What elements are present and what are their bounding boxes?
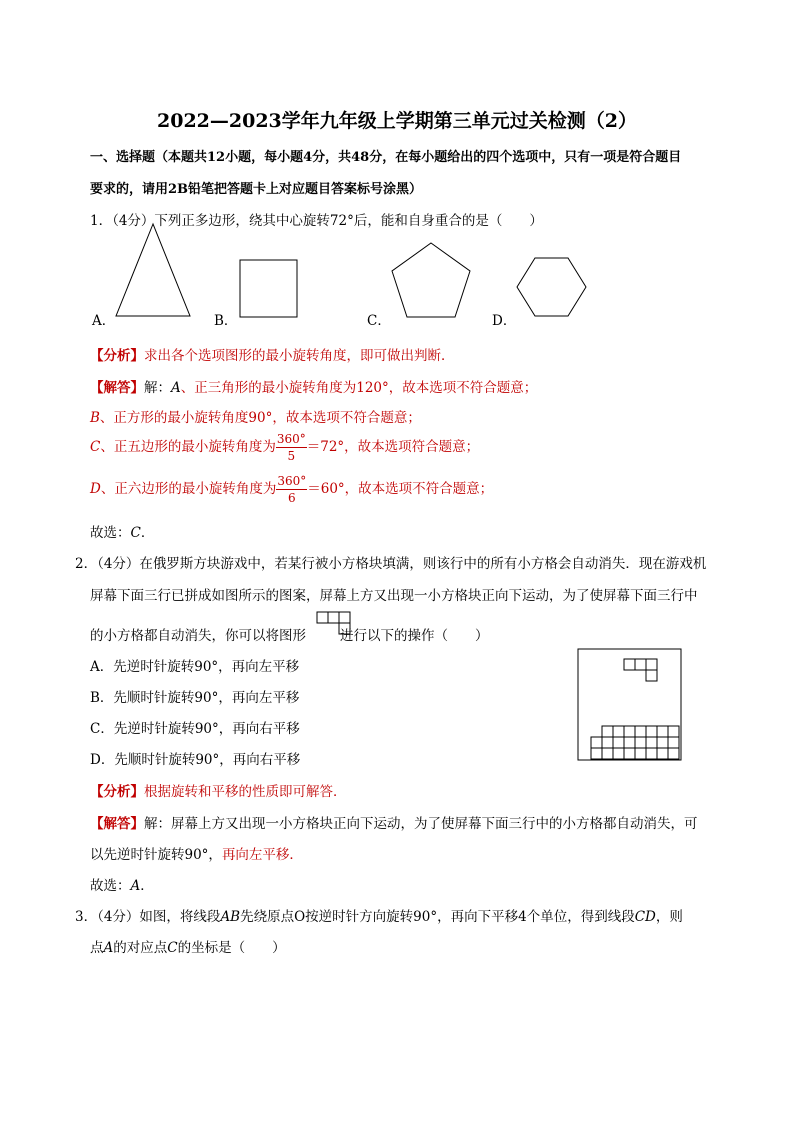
q2-stem-line-2: 屏幕下面三行已拼成如图所示的图案，屏幕上方又出现一小方格块正向下运动，为了使屏幕下面三行中 bbox=[90, 588, 698, 604]
q2-stem-line-3-pre: 的小方格都自动消失，你可以将图形 bbox=[90, 628, 306, 644]
q3-stem-line-1 bbox=[75, 905, 683, 925]
q2-option-c[interactable]: C．先逆时针旋转90°，再向右平移 bbox=[90, 721, 300, 737]
q2-option-b[interactable]: B．先顺时针旋转90°，再向左平移 bbox=[90, 690, 300, 706]
grid-cell bbox=[613, 737, 624, 748]
grid-cell bbox=[635, 726, 646, 737]
answer-d-post: ＝60°，故本选项不符合题意； bbox=[307, 481, 494, 497]
q2-stem-line-3-post: 进行以下的操作（ ） bbox=[340, 628, 489, 644]
fraction-denominator: 5 bbox=[287, 449, 296, 463]
answer-lead: 解： bbox=[144, 380, 171, 396]
fraction-numerator: 360° bbox=[276, 432, 306, 446]
letter-d: D bbox=[90, 481, 101, 497]
grid-cell bbox=[613, 726, 624, 737]
q2-stem-line-1: 2．（4分）在俄罗斯方块游戏中，若某行被小方格块填满，则该行中的所有小方格会自动消失．现在游戏机 bbox=[75, 556, 707, 572]
answer-c-pre: 、正五边形的最小旋转角度为 bbox=[100, 439, 276, 455]
section-header-line-2: 要求的，请用2B铅笔把答题卡上对应题目答案标号涂黑） bbox=[90, 182, 423, 197]
q3-text-a: 3．（4分）如图，将线段 bbox=[75, 909, 221, 925]
q2-answer-line-1 bbox=[90, 812, 698, 832]
analysis-text: 求出各个选项图形的最小旋转角度，即可做出判断． bbox=[144, 348, 455, 364]
q3-text-d: 点 bbox=[90, 940, 104, 956]
answer-tag: 【解答】 bbox=[90, 816, 144, 832]
grid-cell bbox=[624, 726, 635, 737]
letter-b: B bbox=[90, 410, 100, 426]
q1-option-b[interactable]: B． bbox=[214, 313, 238, 329]
answer-text-1: 解：屏幕上方又出现一小方格块正向下运动，为了使屏幕下面三行中的小方格都自动消失，可 bbox=[144, 816, 698, 832]
grid-cell bbox=[668, 737, 679, 748]
grid-cell bbox=[602, 737, 613, 748]
answer-text-2: 以先逆时针旋转90°， bbox=[90, 847, 222, 863]
grid-cell bbox=[635, 737, 646, 748]
q3-text-b: 先绕原点O按逆时针方向旋转90°，再向下平移4个单位，得到线段 bbox=[240, 909, 635, 925]
grid-cell bbox=[668, 748, 679, 759]
answer-b-text: 、正方形的最小旋转角度90°，故本选项不符合题意； bbox=[99, 410, 421, 426]
answer-text-2-red: 再向左平移． bbox=[221, 847, 303, 863]
grid-cell bbox=[657, 748, 668, 759]
grid-cell bbox=[591, 737, 602, 748]
grid-cell bbox=[602, 748, 613, 759]
choice-lead: 故选： bbox=[90, 525, 131, 541]
q1-option-a[interactable]: A． bbox=[92, 313, 116, 329]
grid-cell bbox=[668, 726, 679, 737]
grid-cell bbox=[613, 748, 624, 759]
choice-letter: A bbox=[130, 878, 141, 894]
q1-stem: 1．（4分）下列正多边形，绕其中心旋转72°后，能和自身重合的是（ ） bbox=[90, 213, 543, 229]
fraction-numerator: 360° bbox=[277, 474, 307, 488]
fraction-denominator: 6 bbox=[287, 491, 296, 505]
q3-text-c: ，则 bbox=[655, 909, 683, 925]
q2-choice bbox=[90, 874, 154, 894]
q1-option-c[interactable]: C． bbox=[367, 313, 391, 329]
section-header-line-1: 一、选择题（本题共12小题，每小题4分，共48分，在每小题给出的四个选项中，只有一项是符合题目 bbox=[90, 150, 682, 165]
q3-text-e: 的对应点 bbox=[113, 940, 168, 956]
grid-cell bbox=[646, 726, 657, 737]
grid-cell bbox=[624, 748, 635, 759]
q2-option-d[interactable]: D．先顺时针旋转90°，再向右平移 bbox=[90, 752, 301, 768]
grid-cell bbox=[591, 748, 602, 759]
answer-d-pre: 、正六边形的最小旋转角度为 bbox=[100, 481, 277, 497]
falling-block bbox=[624, 659, 657, 681]
analysis-tag: 【分析】 bbox=[90, 348, 144, 364]
grid-cell bbox=[602, 726, 613, 737]
choice-letter: C bbox=[130, 525, 141, 541]
q2-option-a[interactable]: A．先逆时针旋转90°，再向左平移 bbox=[90, 659, 300, 675]
answer-a-text: 、正三角形的最小旋转角度为120°，故本选项不符合题意； bbox=[180, 380, 538, 396]
choice-end: ． bbox=[140, 525, 155, 541]
point-c: C bbox=[167, 940, 178, 956]
letter-a: A bbox=[171, 380, 181, 396]
choice-end: ． bbox=[140, 878, 154, 894]
q3-stem-line-2 bbox=[90, 936, 286, 956]
q1-option-d[interactable]: D． bbox=[492, 313, 517, 329]
segment-cd: CD bbox=[634, 909, 656, 925]
q2-answer-line-2 bbox=[90, 843, 303, 863]
bottom-rows-stack bbox=[591, 726, 679, 759]
analysis-text: 根据旋转和平移的性质即可解答． bbox=[144, 784, 347, 800]
q3-text-f: 的坐标是（ ） bbox=[177, 940, 286, 956]
page-title: 2022—2023学年九年级上学期第三单元过关检测（2） bbox=[157, 110, 637, 132]
point-a: A bbox=[103, 940, 114, 956]
analysis-tag: 【分析】 bbox=[90, 784, 144, 800]
grid-cell bbox=[635, 748, 646, 759]
grid-cell bbox=[657, 726, 668, 737]
answer-c-post: ＝72°，故本选项符合题意； bbox=[306, 439, 480, 455]
grid-cell bbox=[657, 737, 668, 748]
q2-analysis bbox=[90, 780, 347, 800]
grid-cell bbox=[646, 748, 657, 759]
choice-lead: 故选： bbox=[90, 878, 131, 894]
answer-tag: 【解答】 bbox=[90, 380, 144, 396]
grid-cell bbox=[646, 737, 657, 748]
grid-cell bbox=[624, 737, 635, 748]
letter-c: C bbox=[90, 439, 101, 455]
segment-ab: AB bbox=[220, 909, 241, 925]
